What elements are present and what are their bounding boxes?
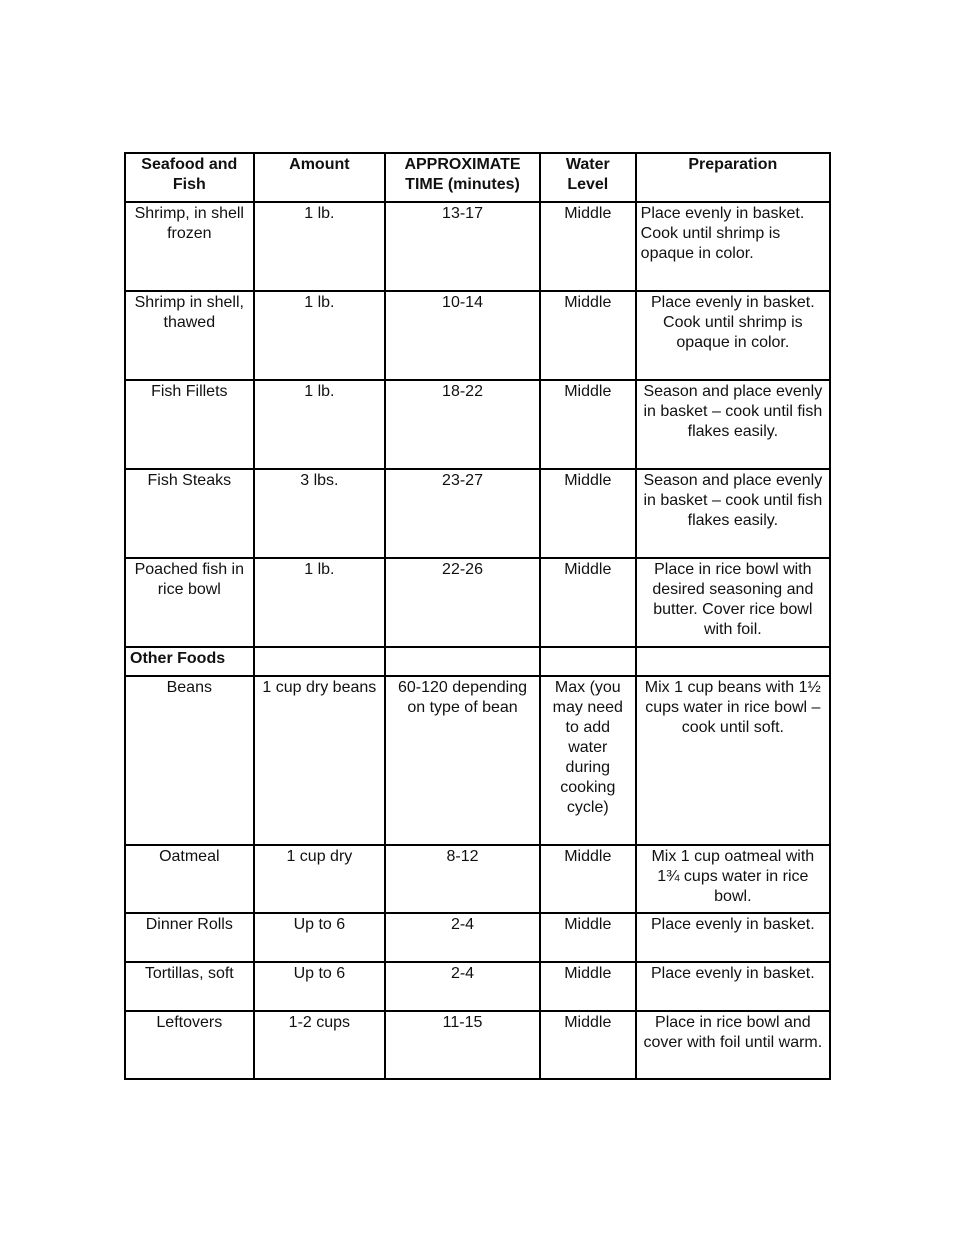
cell-prep: Mix 1 cup beans with 1½ cups water in rice bowl – cook until soft. bbox=[636, 676, 830, 845]
cell-water: Middle bbox=[540, 962, 636, 1011]
cell-prep: Place evenly in basket. bbox=[636, 962, 830, 1011]
cell-time: 13-17 bbox=[385, 202, 540, 291]
cell-time: 60-120 depending on type of bean bbox=[385, 676, 540, 845]
cell-water: Middle bbox=[540, 469, 636, 558]
empty-cell bbox=[636, 647, 830, 676]
cell-food: Shrimp, in shell frozen bbox=[125, 202, 254, 291]
empty-cell bbox=[385, 647, 540, 676]
table-row bbox=[125, 845, 830, 913]
cell-prep: Season and place evenly in basket – cook until fish flakes easily. bbox=[636, 469, 830, 558]
table-row bbox=[125, 1011, 830, 1079]
cell-prep: Place in rice bowl and cover with foil until warm. bbox=[636, 1011, 830, 1079]
cell-amount: 1 cup dry bbox=[254, 845, 386, 913]
cell-food: Dinner Rolls bbox=[125, 913, 254, 962]
table-row bbox=[125, 469, 830, 558]
cell-food: Poached fish in rice bowl bbox=[125, 558, 254, 647]
cell-food: Fish Steaks bbox=[125, 469, 254, 558]
cell-prep: Mix 1 cup oatmeal with 1¾ cups water in rice bowl. bbox=[636, 845, 830, 913]
cell-time: 22-26 bbox=[385, 558, 540, 647]
cell-time: 23-27 bbox=[385, 469, 540, 558]
cell-time: 2-4 bbox=[385, 962, 540, 1011]
cell-water: Middle bbox=[540, 913, 636, 962]
cell-water: Middle bbox=[540, 1011, 636, 1079]
cell-prep: Place in rice bowl with desired seasoning and butter. Cover rice bowl with foil. bbox=[636, 558, 830, 647]
cell-food: Shrimp in shell, thawed bbox=[125, 291, 254, 380]
cell-time: 11-15 bbox=[385, 1011, 540, 1079]
cell-water: Middle bbox=[540, 845, 636, 913]
cell-prep: Place evenly in basket. Cook until shrimp is opaque in color. bbox=[636, 291, 830, 380]
cell-time: 8-12 bbox=[385, 845, 540, 913]
cell-water: Middle bbox=[540, 202, 636, 291]
cell-time: 18-22 bbox=[385, 380, 540, 469]
empty-cell bbox=[540, 647, 636, 676]
cell-prep: Place evenly in basket. Cook until shrimp is opaque in color. bbox=[636, 202, 830, 291]
header-amount: Amount bbox=[254, 153, 386, 202]
table-row bbox=[125, 558, 830, 647]
cell-amount: 1 cup dry beans bbox=[254, 676, 386, 845]
cell-amount: Up to 6 bbox=[254, 962, 386, 1011]
table-row bbox=[125, 380, 830, 469]
cell-food: Leftovers bbox=[125, 1011, 254, 1079]
cell-amount: 1 lb. bbox=[254, 380, 386, 469]
cell-water: Middle bbox=[540, 380, 636, 469]
section-row-other-foods bbox=[125, 647, 830, 676]
header-water: Water Level bbox=[540, 153, 636, 202]
cell-amount: Up to 6 bbox=[254, 913, 386, 962]
cell-amount: 1 lb. bbox=[254, 291, 386, 380]
cell-amount: 1-2 cups bbox=[254, 1011, 386, 1079]
header-row bbox=[125, 153, 830, 202]
cell-water: Max (you may need to add water during cooking cycle) bbox=[540, 676, 636, 845]
header-food: Seafood and Fish bbox=[125, 153, 254, 202]
cell-water: Middle bbox=[540, 558, 636, 647]
cell-food: Beans bbox=[125, 676, 254, 845]
cell-time: 10-14 bbox=[385, 291, 540, 380]
table-row bbox=[125, 962, 830, 1011]
table-row bbox=[125, 913, 830, 962]
cooking-table bbox=[124, 152, 831, 1080]
cell-amount: 1 lb. bbox=[254, 202, 386, 291]
cell-food: Oatmeal bbox=[125, 845, 254, 913]
table-row bbox=[125, 291, 830, 380]
cell-amount: 1 lb. bbox=[254, 558, 386, 647]
table-row bbox=[125, 676, 830, 845]
cell-prep: Season and place evenly in basket – cook until fish flakes easily. bbox=[636, 380, 830, 469]
cell-amount: 3 lbs. bbox=[254, 469, 386, 558]
section-label: Other Foods bbox=[125, 647, 254, 676]
cell-food: Fish Fillets bbox=[125, 380, 254, 469]
cell-food: Tortillas, soft bbox=[125, 962, 254, 1011]
cell-prep: Place evenly in basket. bbox=[636, 913, 830, 962]
cell-water: Middle bbox=[540, 291, 636, 380]
empty-cell bbox=[254, 647, 386, 676]
header-time: APPROXIMATE TIME (minutes) bbox=[385, 153, 540, 202]
header-prep: Preparation bbox=[636, 153, 830, 202]
table-row bbox=[125, 202, 830, 291]
cell-time: 2-4 bbox=[385, 913, 540, 962]
